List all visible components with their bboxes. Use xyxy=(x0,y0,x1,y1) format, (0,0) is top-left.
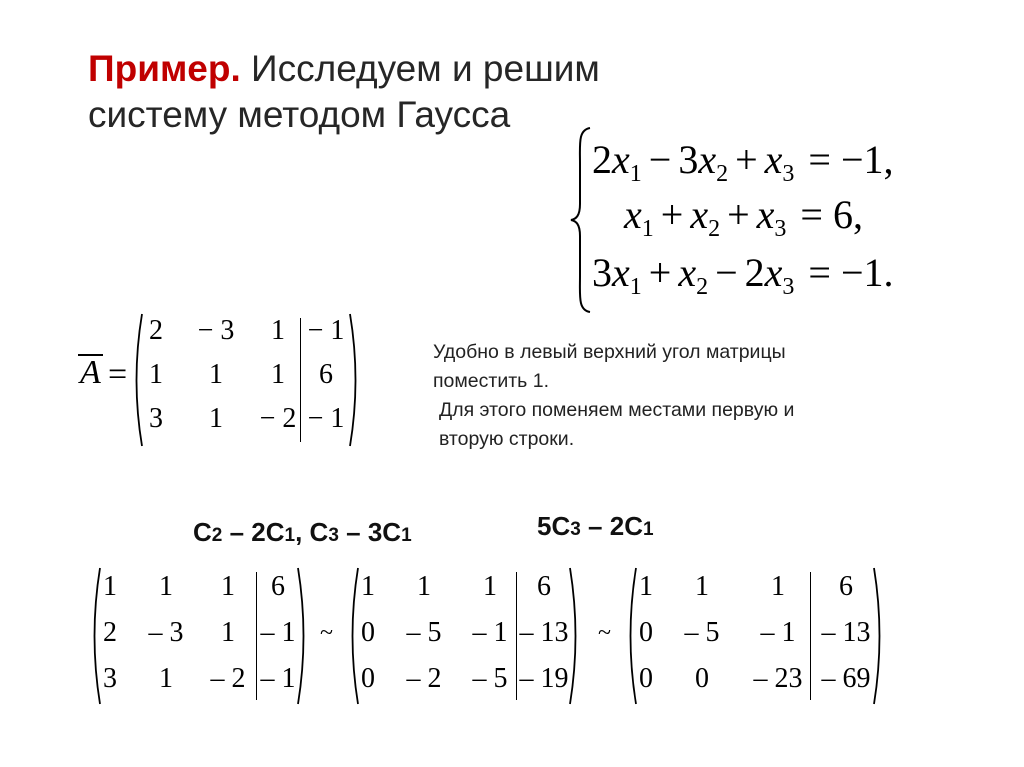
note-line-2: Для этого поменяем местами первую и вторую строки. xyxy=(439,399,795,450)
matrix-cell: 1 xyxy=(771,571,785,602)
matrix-cell: − 2 xyxy=(259,403,297,434)
left-paren-icon xyxy=(88,566,102,706)
matrix-cell: – 1 xyxy=(260,663,296,694)
augmentation-bar xyxy=(300,318,301,442)
matrix-cell: – 23 xyxy=(753,663,803,694)
matrix-cell: 2 xyxy=(103,617,117,648)
augmentation-bar xyxy=(516,572,517,700)
matrix-cell: 6 xyxy=(537,571,551,602)
matrix-cell: − 1 xyxy=(307,403,345,434)
matrix-cell: 1 xyxy=(361,571,375,602)
title-text: Исследуем и решим систему методом Гаусса xyxy=(88,48,600,135)
note-line-1: Удобно в левый верхний угол матрицы поместить 1. xyxy=(433,341,786,392)
matrix-cell: 1 xyxy=(695,571,709,602)
right-paren-icon xyxy=(872,566,886,706)
matrix-cell: 0 xyxy=(695,663,709,694)
augmentation-bar xyxy=(810,572,811,700)
augmented-matrix xyxy=(130,312,362,448)
matrix-cell: − 3 xyxy=(197,315,235,346)
left-paren-icon xyxy=(624,566,638,706)
equation-3: $3x_1 + x_2 - 2x_3 = -1$. xyxy=(592,250,894,300)
equation-2: $x_1 + x_2 + x_3 = 6$, xyxy=(624,192,863,242)
matrix-cell: – 13 xyxy=(519,617,569,648)
matrix-cell: – 5 xyxy=(472,663,508,694)
matrix-cell: – 5 xyxy=(406,617,442,648)
matrix-cell: 1 xyxy=(103,571,117,602)
explanation-note xyxy=(433,338,813,454)
matrix-cell: 1 xyxy=(149,359,163,390)
matrix-cell: 1 xyxy=(209,359,223,390)
step-matrix-2 xyxy=(346,566,582,706)
matrix-cell: – 69 xyxy=(821,663,871,694)
matrix-cell: – 5 xyxy=(684,617,720,648)
left-paren-icon xyxy=(130,312,144,448)
matrix-cell: – 19 xyxy=(519,663,569,694)
equation-1: $2x_1 - 3x_2 + x_3 = -1$, xyxy=(592,137,894,187)
matrix-cell: 1 xyxy=(221,571,235,602)
right-paren-icon xyxy=(348,312,362,448)
matrix-cell: 1 xyxy=(221,617,235,648)
title-accent: Пример. xyxy=(88,48,241,89)
matrix-cell: 0 xyxy=(639,617,653,648)
matrix-cell: 6 xyxy=(319,359,333,390)
matrix-cell: – 3 xyxy=(148,617,184,648)
matrix-cell: 0 xyxy=(361,663,375,694)
step-matrix-3 xyxy=(624,566,886,706)
row-operation-label-1: C2 – 2C1, C3 – 3C1 xyxy=(193,517,412,547)
matrix-cell: 1 xyxy=(159,571,173,602)
right-paren-icon xyxy=(568,566,582,706)
right-paren-icon xyxy=(296,566,310,706)
matrix-cell: 1 xyxy=(271,359,285,390)
row-operation-label-2: 5C3 – 2C1 xyxy=(537,511,654,541)
matrix-cell: 3 xyxy=(103,663,117,694)
matrix-cell: – 1 xyxy=(760,617,796,648)
matrix-cell: 1 xyxy=(209,403,223,434)
equivalence-tilde-2: ~ xyxy=(598,620,611,646)
augmentation-bar xyxy=(256,572,257,700)
matrix-cell: 1 xyxy=(639,571,653,602)
equals-sign: = xyxy=(108,356,128,393)
matrix-cell: 0 xyxy=(361,617,375,648)
equivalence-tilde-1: ~ xyxy=(320,620,333,646)
left-paren-icon xyxy=(346,566,360,706)
matrix-cell: 0 xyxy=(639,663,653,694)
matrix-cell: 1 xyxy=(159,663,173,694)
matrix-cell: – 1 xyxy=(472,617,508,648)
matrix-cell: − 1 xyxy=(307,315,345,346)
matrix-cell: 1 xyxy=(271,315,285,346)
matrix-cell: 6 xyxy=(839,571,853,602)
matrix-cell: 3 xyxy=(149,403,163,434)
matrix-cell: 6 xyxy=(271,571,285,602)
matrix-cell: 1 xyxy=(483,571,497,602)
matrix-cell: – 2 xyxy=(210,663,246,694)
matrix-cell: – 1 xyxy=(260,617,296,648)
left-brace-icon xyxy=(568,124,592,316)
matrix-cell: 1 xyxy=(417,571,431,602)
matrix-cell: – 2 xyxy=(406,663,442,694)
matrix-label: A xyxy=(80,354,101,391)
matrix-cell: 2 xyxy=(149,315,163,346)
equation-system xyxy=(568,124,988,316)
step-matrix-1 xyxy=(88,566,310,706)
matrix-cell: – 13 xyxy=(821,617,871,648)
